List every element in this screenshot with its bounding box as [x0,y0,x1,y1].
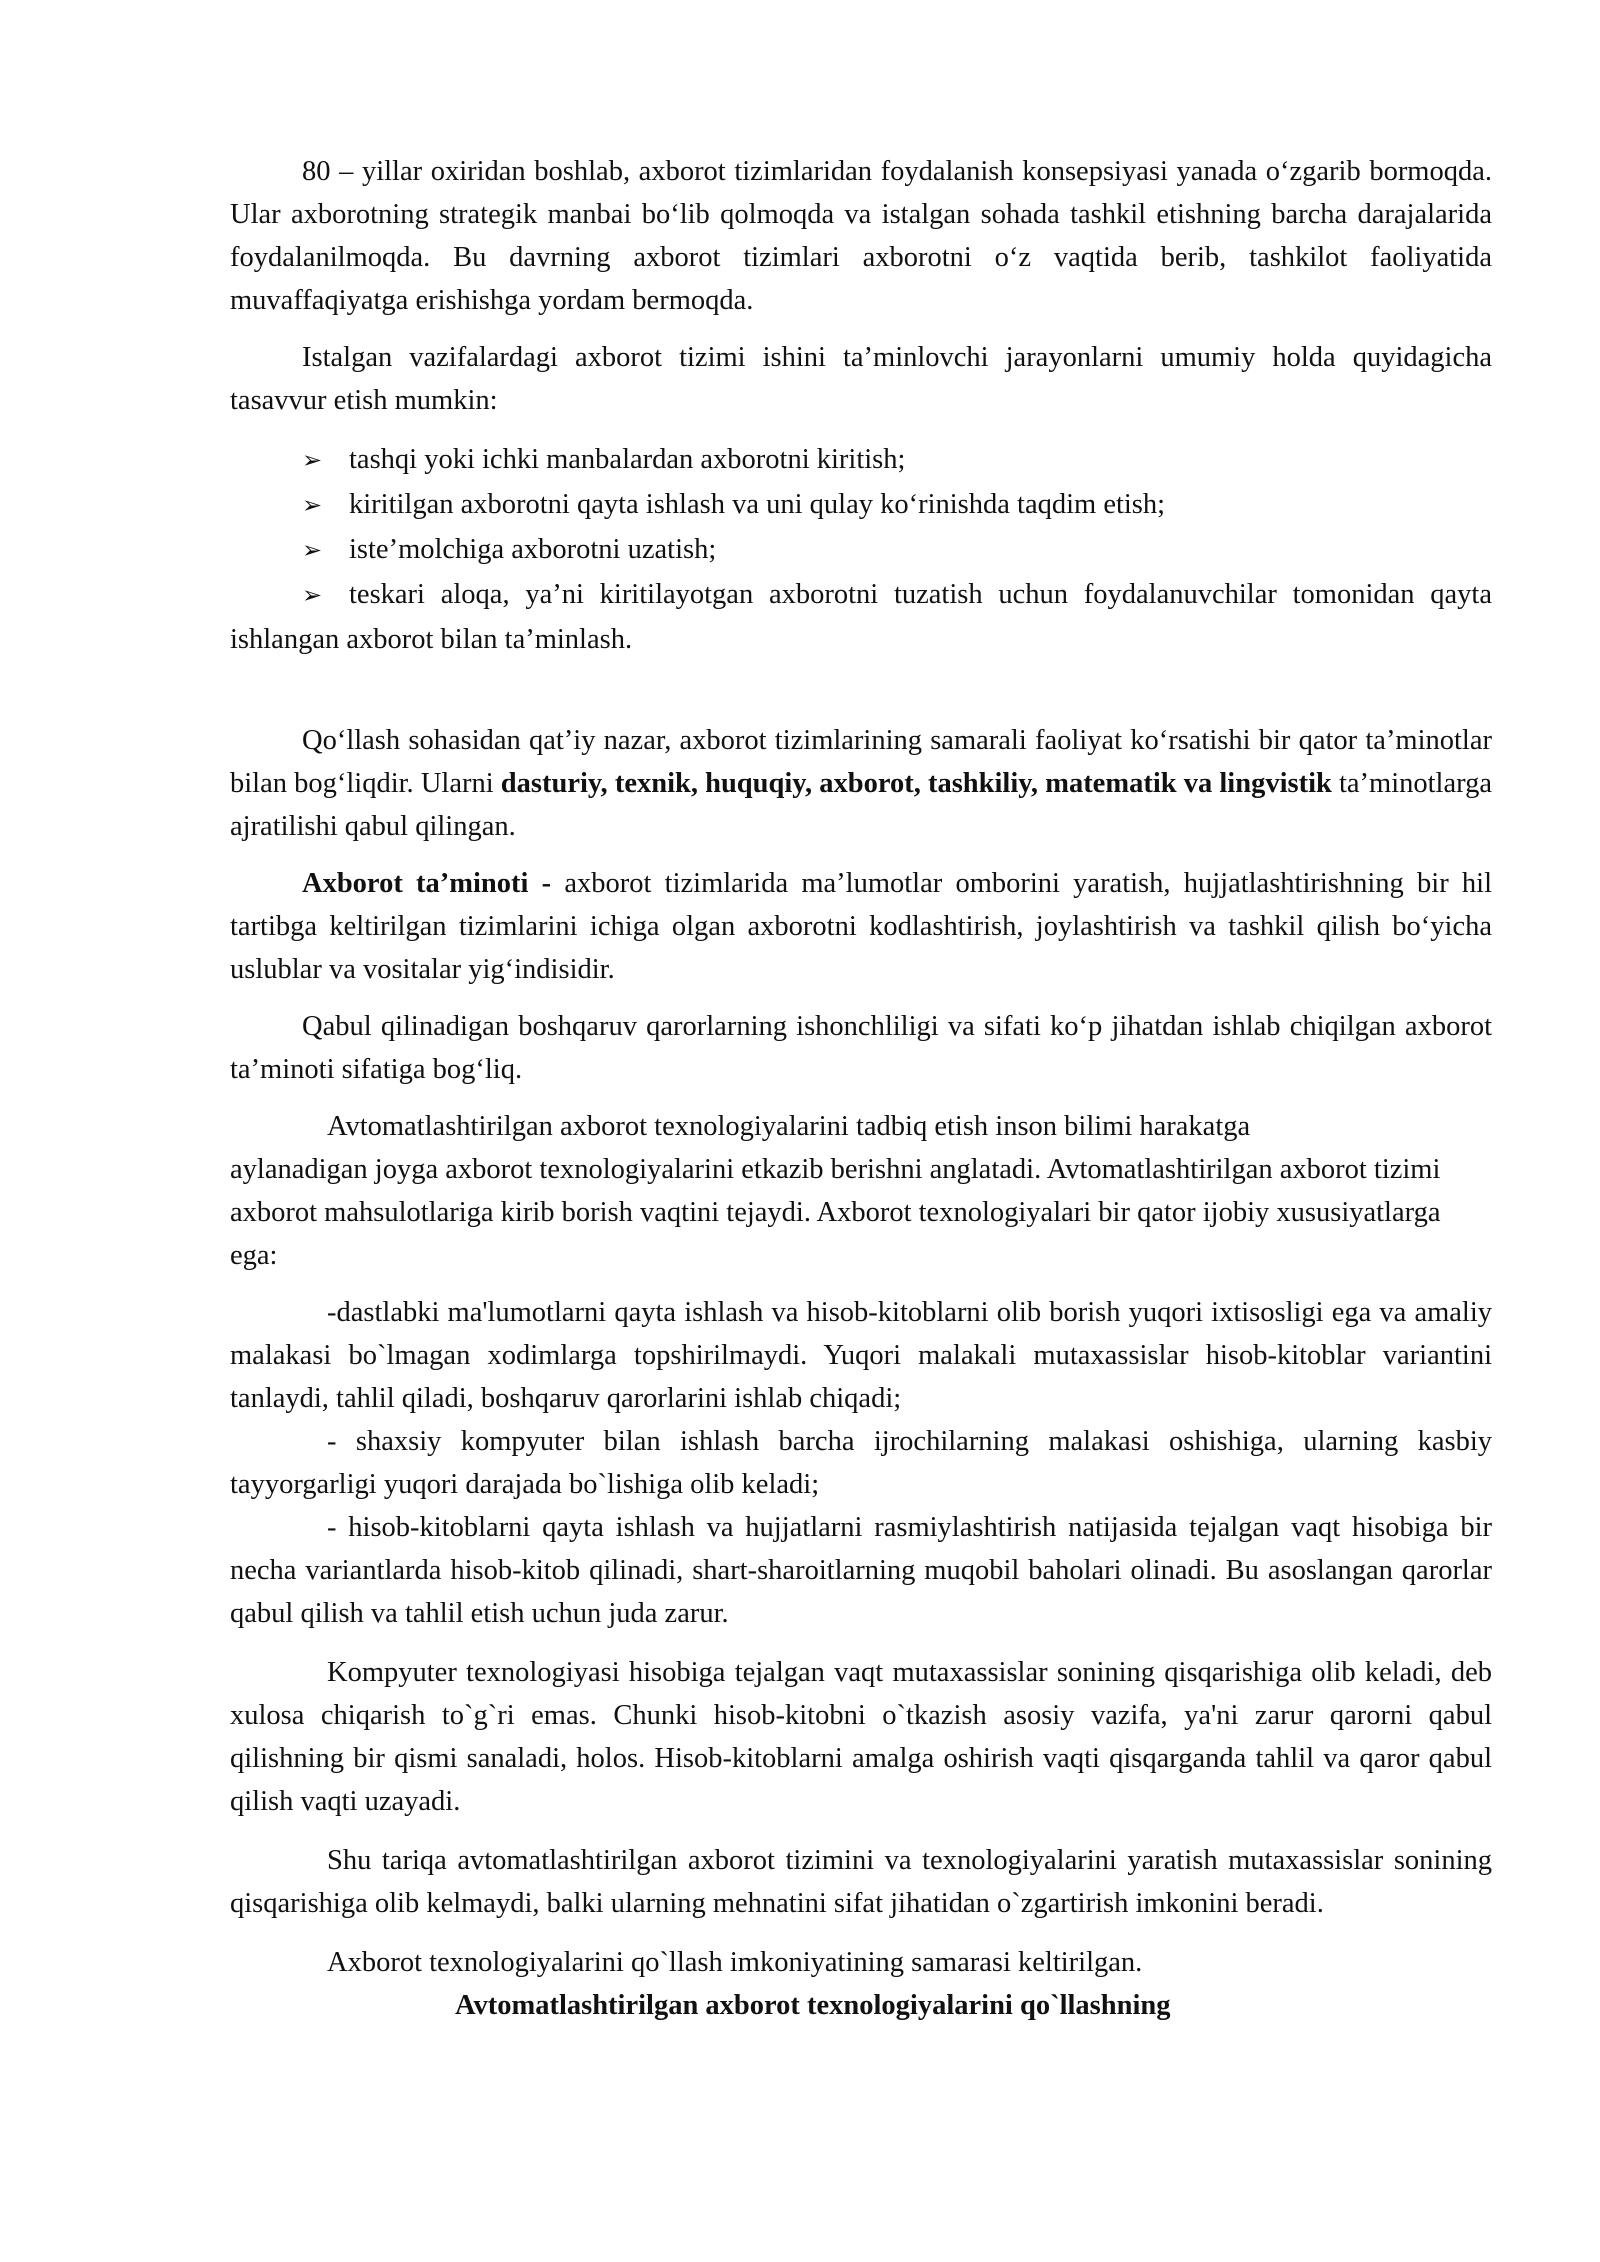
section-heading: Avtomatlashtirilgan axborot texnologiyalarini qo`llashning [455,1990,1171,2021]
list-item: ➢ kiritilgan axborotni qayta ishlash va uni qulay ko‘rinishda taqdim etish; [230,483,1492,528]
paragraph-intro: 80 – yillar oxiridan boshlab, axborot tizimlaridan foydalanish konsepsiyasi yanada o‘zgarib bormoqda. Ular axborotning strategik manbai bo‘lib qolmoqda va istalgan sohada tashkil etishning barcha darajalarida foydalanilmoqda. Bu davrning axborot tizimlari axborotni o‘z vaqtida berib, tashkilot faoliyatida muvaffaqiyatga erishishga yordam bermoqda. [230,156,1492,316]
paragraph-feature-3: - hisob-kitoblarni qayta ishlash va hujjatlarni rasmiylashtirish natijasida tejalgan vaqt hisobiga bir necha variantlarda hisob-kitob qilinadi, shart-sharoitlarning muqobil baholari olinadi. Bu asoslangan qarorlar qabul qilish va tahlil etish uchun juda zarur. [230,1512,1492,1629]
paragraph-processes: Istalgan vazifalardagi axborot tizimi ishini ta’minlovchi jarayonlarni umumiy holda quyidagicha tasavvur etish mumkin: [230,342,1492,416]
paragraph-conclusion: Shu tariqa avtomatlashtirilgan axborot tizimini va texnologiyalarini yaratish mutaxassislar sonining qisqarishiga olib kelmaydi, balki ularning mehnatini sifat jihatidan o`zgartirish imkonini beradi. [230,1845,1492,1919]
arrow-bullet-icon: ➢ [302,493,323,519]
paragraph-support-types: Qo‘llash sohasidan qat’iy nazar, axborot tizimlarining samarali faoliyat ko‘rsatishi bir qator ta’minotlar bilan bog‘liqdir. Ularni dasturiy, texnik, huquqiy, axborot, tashkiliy, matematik va lingvistik ta’minotlarga ajratilishi qabul qilingan. [230,725,1492,842]
paragraph-feature-2: - shaxsiy kompyuter bilan ishlash barcha ijrochilarning malakasi oshishiga, ularning kasbiy tayyorgarligi yuqori darajada bo`lishiga olib keladi; [230,1426,1492,1500]
process-list [230,438,1492,661]
paragraph-automation-line1: Avtomatlashtirilgan axborot texnologiyalarini tadbiq etish inson bilimi harakatga [327,1111,1251,1142]
list-item: ➢ tashqi yoki ichki manbalardan axborotni kiritish; [230,438,1492,483]
paragraph-computer-tech: Kompyuter texnologiyasi hisobiga tejalgan vaqt mutaxassislar sonining qisqarishiga olib keladi, deb xulosa chiqarish to`g`ri emas. Chunki hisob-kitobni o`tkazish asosiy vazifa, ya'ni zarur qarorni qabul qilishning bir qismi sanaladi, holos. Hisob-kitoblarni amalga oshirish vaqti qisqarganda tahlil va qaror qabul qilish vaqti uzayadi. [230,1657,1492,1817]
arrow-bullet-icon: ➢ [302,538,323,564]
list-item: ➢ iste’molchiga axborotni uzatish; [230,528,1492,573]
arrow-bullet-icon: ➢ [302,448,323,474]
paragraph-info-support-definition: Axborot ta’minoti - axborot tizimlarida ma’lumotlar omborini yaratish, hujjatlashtirishning bir hil tartibga keltirilgan tizimlarini ichiga olgan axborotni kodlashtirish, joylashtirish va tashkil qilish bo‘yicha uslublar va vositalar yig‘indisidir. [230,868,1492,985]
list-item: ➢ teskari aloqa, ya’ni kiritilayotgan axborotni tuzatish uchun foydalanuvchilar tomonidan qayta ishlangan axborot bilan ta’minlash. [230,573,1492,661]
paragraph-automation: aylanadigan joyga axborot texnologiyalarini etkazib berishni anglatadi. Avtomatlashtirilgan axborot tizimi axborot mahsulotlariga kirib borish vaqtini tejaydi. Axborot texnologiyalari bir qator ijobiy xususiyatlarga ega: [230,1154,1441,1271]
paragraph-feature-1: -dastlabki ma'lumotlarni qayta ishlash va hisob-kitoblarni olib borish yuqori ixtisosligi ega va amaliy malakasi bo`lmagan xodimlarga topshirilmaydi. Yuqori malakali mutaxassislar hisob-kitoblar variantini tanlaydi, tahlil qiladi, boshqaruv qarorlarini ishlab chiqadi; [230,1297,1492,1414]
arrow-bullet-icon: ➢ [302,583,323,609]
paragraph-decision-quality: Qabul qilinadigan boshqaruv qarorlarning ishonchliligi va sifati ko‘p jihatdan ishlab chiqilgan axborot ta’minoti sifatiga bog‘liq. [230,1011,1492,1085]
paragraph-effect: Axborot texnologiyalarini qo`llash imkoniyatining samarasi keltirilgan. [327,1947,1143,1978]
document-body [230,150,1492,2027]
